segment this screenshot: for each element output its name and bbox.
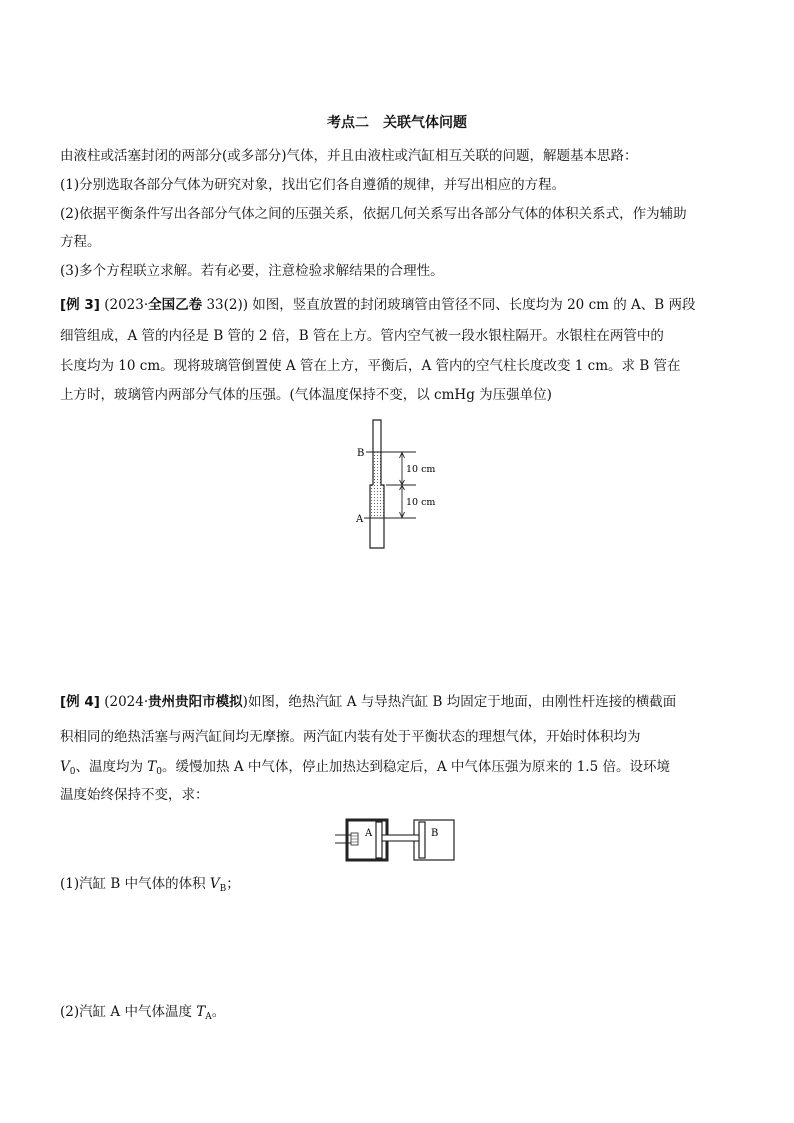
example-4-line-2: 积相同的绝热活塞与两汽缸间均无摩擦。两汽缸内装有处于平衡状态的理想气体，开始时体积均为 — [60, 729, 641, 745]
example-4-text-1: 如图，绝热汽缸 A 与导热汽缸 B 均固定于地面，由刚性杆连接的横截面 — [247, 694, 677, 710]
piston-a — [376, 822, 382, 858]
example-3-line-4: 上方时，玻璃管内两部分气体的压强。(气体温度保持不变，以 cmHg 为压强单位) — [60, 387, 552, 403]
section-title: 考点二 关联气体问题 — [327, 115, 467, 131]
intro-text: 由液柱或活塞封闭的两部分(或多部分)气体，并且由液柱或汽缸相互关联的问题，解题基本思路： — [60, 148, 638, 164]
rigid-rod — [382, 835, 419, 841]
example-3-source-prefix: (2023· — [104, 297, 149, 313]
dimension-label-upper: 10 cm — [406, 464, 436, 475]
example-4-source-suffix: ) — [242, 694, 248, 710]
example-3-line-2: 细管组成，A 管的内径是 B 管的 2 倍，B 管在上方。管内空气被一段水银柱隔开。水银柱在两管中的 — [60, 328, 664, 344]
example-4-source-prefix: (2024· — [104, 694, 149, 710]
dimension-label-lower: 10 cm — [406, 497, 436, 508]
example-3-source-name: 全国乙卷 — [148, 297, 203, 313]
step-1: (1)分别选取各部分气体为研究对象，找出它们各自遵循的规律，并写出相应的方程。 — [60, 177, 566, 193]
piston-b — [419, 822, 425, 858]
step-2: (2)依据平衡条件写出各部分气体之间的压强关系，依据几何关系写出各部分气体的体积关系式，作为辅助 — [60, 206, 687, 222]
example-4-line-1 — [60, 692, 676, 712]
question-1: (1)汽缸 B 中气体的体积 $V_B$； — [60, 876, 240, 894]
glass-tube-figure — [340, 415, 460, 555]
example-3-line-1 — [60, 295, 695, 315]
step-2-cont: 方程。 — [60, 234, 101, 250]
mercury-column-a — [370, 485, 384, 518]
example-4-line-3: $V_0$、温度均为 $T_0$。缓慢加热 A 中气体，停止加热达到稳定后，A 中气体压强为原来的 1.5 倍。设环境 — [60, 759, 670, 777]
mercury-column-b — [373, 452, 381, 485]
example-4-line-4: 温度始终保持不变，求： — [60, 787, 209, 803]
example-3-text-1: 如图，竖直放置的封闭玻璃管由管径不同、长度均为 20 cm 的 A、B 两段 — [248, 297, 696, 313]
example-3-source-suffix: 33(2)) — [202, 297, 249, 313]
cylinder-label-b: B — [431, 828, 439, 839]
tube-label-b: B — [357, 448, 365, 459]
example-3-tag: [例 3] — [60, 297, 100, 313]
example-4-tag: [例 4] — [60, 694, 100, 710]
question-2: (2)汽缸 A 中气体温度 $T_A$。 — [60, 1004, 226, 1022]
cylinders-figure — [335, 817, 461, 863]
example-4-source-name: 贵州贵阳市模拟 — [148, 694, 243, 710]
tube-label-a: A — [356, 514, 364, 525]
example-3-line-3: 长度均为 10 cm。现将玻璃管倒置使 A 管在上方，平衡后，A 管内的空气柱长度改变 1 cm。求 B 管在 — [60, 358, 681, 374]
step-3: (3)多个方程联立求解。若有必要，注意检验求解结果的合理性。 — [60, 263, 444, 279]
cylinder-label-a: A — [365, 828, 373, 839]
